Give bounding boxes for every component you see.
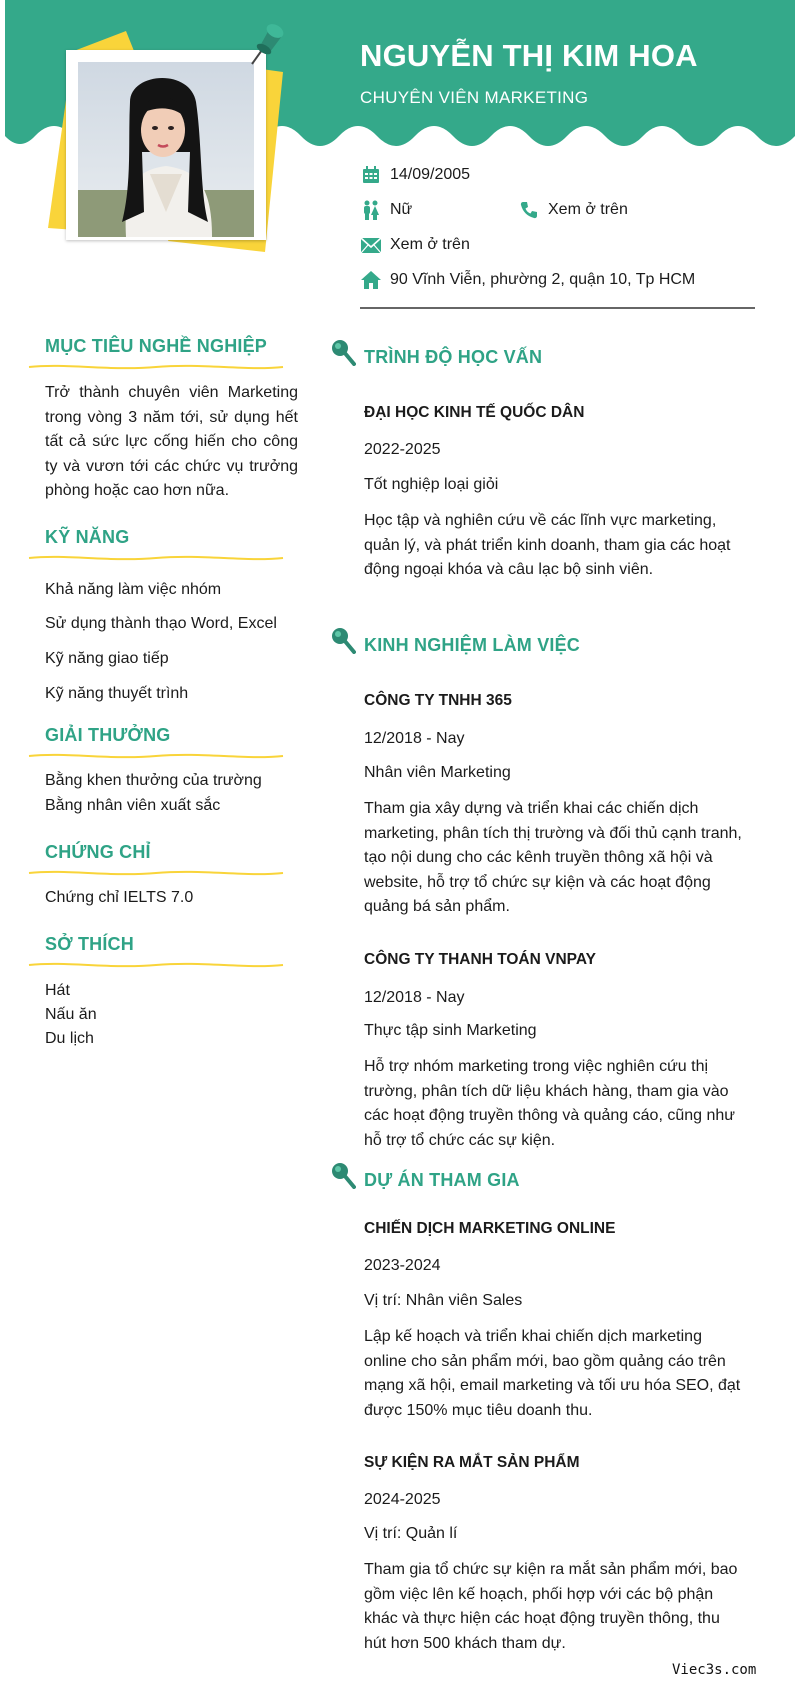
hobbies-underline: [28, 960, 284, 970]
education-title: TRÌNH ĐỘ HỌC VẤN: [364, 347, 543, 367]
home-icon: [360, 270, 382, 290]
watermark: Viec3s.com: [672, 1662, 757, 1678]
candidate-title: CHUYÊN VIÊN MARKETING: [360, 88, 589, 107]
calendar-icon: [360, 165, 382, 185]
certificates-title: CHỨNG CHỈ: [45, 842, 151, 862]
experience-position: Nhân viên Marketing: [364, 764, 511, 781]
skill-item: Kỹ năng giao tiếp: [45, 650, 169, 667]
gender-value: Nữ: [390, 201, 413, 218]
photo-frame: [66, 50, 266, 240]
phone-icon: [518, 200, 540, 220]
gender-icon: [360, 200, 382, 220]
project-period: 2024-2025: [364, 1491, 441, 1508]
experience-title: KINH NGHIỆM LÀM VIỆC: [364, 635, 581, 655]
email-icon: [360, 235, 382, 255]
experience-period: 12/2018 - Nay: [364, 989, 465, 1006]
objective-underline: [28, 362, 284, 372]
contact-gender: [360, 200, 412, 220]
project-period: 2023-2024: [364, 1257, 441, 1274]
experience-description: Tham gia xây dựng và triển khai các chiến dịch marketing, phân tích thị trường và đối thủ cạnh tranh, tạo nội dung cho các kênh truyền thông xã hội và website, hỗ trợ tổ chức sự kiện và các hoạt động quảng bá sản phẩm.: [364, 800, 742, 915]
contact-divider: [360, 307, 755, 309]
phone-value: Xem ở trên: [548, 201, 628, 218]
education-school: ĐẠI HỌC KINH TẾ QUỐC DÂN: [364, 404, 585, 421]
objective-text: Trở thành chuyên viên Marketing trong vòng 3 năm tới, sử dụng hết tất cả sức lực cống hiến cho công ty và vươn tới các chức vụ trưởng phòng hoặc cao hơn nữa.: [45, 384, 298, 499]
education-period: 2022-2025: [364, 441, 441, 458]
hobbies-title: SỞ THÍCH: [45, 934, 134, 954]
certificates-underline: [28, 868, 284, 878]
pushpin-icon: [248, 20, 288, 68]
hobby-item: Nấu ăn: [45, 1006, 97, 1023]
project-description: Tham gia tổ chức sự kiện ra mắt sản phẩm mới, bao gồm việc lên kế hoạch, phối hợp với các bộ phận khác và thực hiện các hoạt động truyền thông, thu hút hơn 500 khách tham dự.: [364, 1561, 738, 1652]
hobby-item: Hát: [45, 982, 70, 999]
experience-period: 12/2018 - Nay: [364, 730, 465, 747]
education-result: Tốt nghiệp loại giỏi: [364, 476, 499, 493]
birthday-value: 14/09/2005: [390, 166, 471, 183]
pushpin-icon: [330, 338, 356, 366]
awards-title: GIẢI THƯỞNG: [45, 725, 171, 745]
contact-address: [360, 270, 695, 290]
experience-description: Hỗ trợ nhóm marketing trong việc nghiên cứu thị trường, phân tích dữ liệu khách hàng, tham gia vào các hoạt động truyền thông và quảng cáo, cũng như hỗ trợ tổ chức các sự kiện.: [364, 1058, 735, 1149]
hobby-item: Du lịch: [45, 1030, 94, 1047]
profile-photo: [78, 62, 254, 237]
project-role: Vị trí: Quản lí: [364, 1525, 458, 1542]
project-role: Vị trí: Nhân viên Sales: [364, 1292, 523, 1309]
education-description: Học tập và nghiên cứu về các lĩnh vực marketing, quản lý, và phát triển kinh doanh, tham gia các hoạt động ngoại khóa và câu lạc bộ sinh viên.: [364, 512, 731, 578]
address-value: 90 Vĩnh Viễn, phường 2, quận 10, Tp HCM: [390, 271, 696, 288]
email-value: Xem ở trên: [390, 236, 470, 253]
award-item: Bằng nhân viên xuất sắc: [45, 797, 221, 814]
certificate-item: Chứng chỉ IELTS 7.0: [45, 889, 194, 906]
project-name: SỰ KIỆN RA MẮT SẢN PHẨM: [364, 1454, 580, 1471]
experience-position: Thực tập sinh Marketing: [364, 1022, 537, 1039]
profile-photo-block: [40, 20, 310, 280]
project-description: Lập kế hoạch và triển khai chiến dịch marketing online cho sản phẩm mới, bao gồm quảng cáo trên mạng xã hội, email marketing và tối ưu hóa SEO, đạt được 150% mục tiêu doanh thu.: [364, 1328, 741, 1419]
awards-underline: [28, 751, 284, 761]
projects-title: DỰ ÁN THAM GIA: [364, 1170, 520, 1190]
contact-birthday: [360, 165, 470, 185]
skill-item: Khả năng làm việc nhóm: [45, 581, 222, 598]
experience-company: CÔNG TY THANH TOÁN VNPAY: [364, 951, 596, 968]
award-item: Bằng khen thưởng của trường: [45, 772, 262, 789]
skill-item: Sử dụng thành thạo Word, Excel: [45, 615, 277, 632]
pushpin-icon: [330, 626, 356, 654]
candidate-name: NGUYỄN THỊ KIM HOA: [360, 38, 698, 73]
objective-title: MỤC TIÊU NGHỀ NGHIỆP: [45, 336, 268, 356]
experience-company: CÔNG TY TNHH 365: [364, 692, 512, 709]
skills-underline: [28, 553, 284, 563]
pushpin-icon: [330, 1161, 356, 1189]
contact-email: [360, 235, 470, 255]
contact-phone: [518, 200, 628, 220]
skills-title: KỸ NĂNG: [45, 527, 130, 547]
project-name: CHIẾN DỊCH MARKETING ONLINE: [364, 1220, 616, 1237]
skill-item: Kỹ năng thuyết trình: [45, 685, 189, 702]
